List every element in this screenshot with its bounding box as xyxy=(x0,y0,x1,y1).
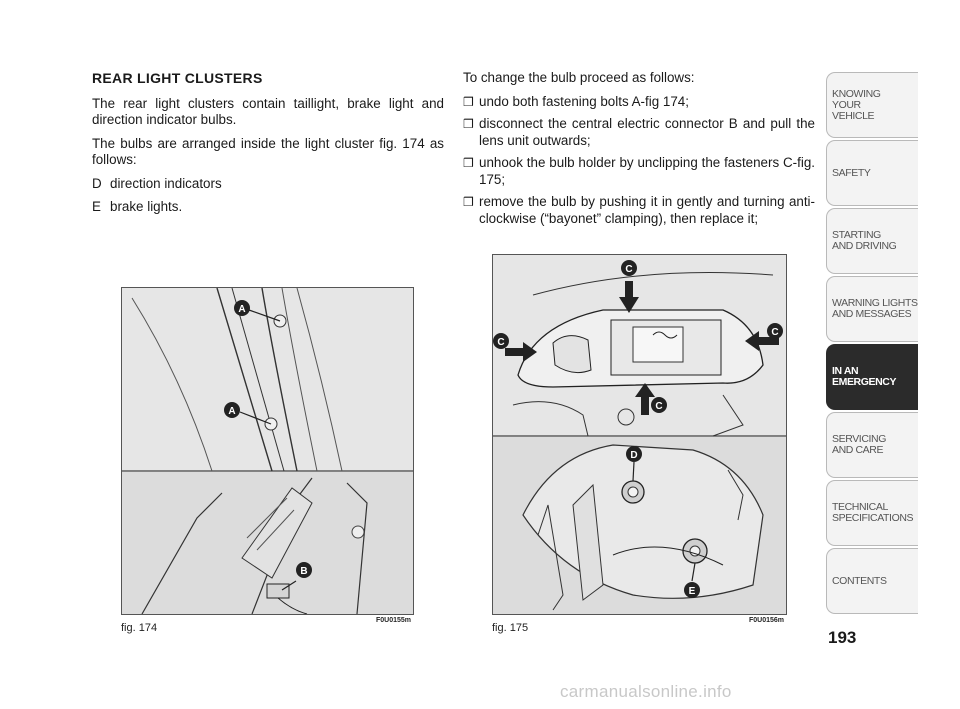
step-text: unhook the bulb holder by unclipping the fasteners C-fig. 175; xyxy=(479,155,815,187)
svg-text:A: A xyxy=(238,304,246,315)
figure-175 xyxy=(492,254,787,615)
definition-key: E xyxy=(92,199,101,214)
callout-label-b xyxy=(296,562,312,578)
callout-label-c xyxy=(493,333,509,349)
definition-key: D xyxy=(92,175,102,191)
svg-text:C: C xyxy=(625,264,633,275)
checkbox-bullet-icon: ❒ xyxy=(463,195,474,209)
procedure-step xyxy=(463,116,815,149)
step-text: remove the bulb by pushing it in gently and turning anti-clockwise (“bayonet” clamping), then replace it; xyxy=(479,194,815,226)
definition-text: direction indicators xyxy=(110,175,222,191)
definition-text: brake lights. xyxy=(110,199,183,214)
callout-label-a xyxy=(234,300,250,316)
watermark: carmanualsonline.info xyxy=(560,682,732,701)
paragraph-arrangement: The bulbs are arranged inside the light cluster fig. 174 as follows: xyxy=(92,135,444,167)
step-text: undo both fastening bolts A-fig 174; xyxy=(479,93,689,109)
procedure-step xyxy=(463,94,815,111)
section-heading: REAR LIGHT CLUSTERS xyxy=(92,70,263,86)
figure-174-illustration xyxy=(122,288,413,614)
svg-text:D: D xyxy=(630,450,638,461)
checkbox-bullet-icon: ❒ xyxy=(463,156,474,170)
svg-text:C: C xyxy=(771,327,779,338)
callout-label-c xyxy=(767,323,783,339)
tab-in-an-emergency[interactable]: IN AN EMERGENCY xyxy=(826,344,918,410)
figure-174-caption: fig. 174 xyxy=(121,622,158,634)
svg-text:B: B xyxy=(300,566,308,577)
callout-label-a xyxy=(224,402,240,418)
callout-label-c xyxy=(651,397,667,413)
figure-175-illustration xyxy=(493,255,786,614)
svg-text:E: E xyxy=(688,586,696,597)
callout-label-c xyxy=(621,260,637,276)
step-text: disconnect the central electric connector B and pull the lens unit outwards; xyxy=(479,116,815,148)
definition-item xyxy=(92,176,444,193)
procedure-step xyxy=(463,155,815,188)
tab-safety[interactable]: SAFETY xyxy=(826,140,918,206)
figure-175-code: F0U0156m xyxy=(749,617,785,624)
tab-warning-lights-and-messages[interactable]: WARNING LIGHTS AND MESSAGES xyxy=(826,276,918,342)
tab-contents[interactable]: CONTENTS xyxy=(826,548,918,614)
callout-label-e xyxy=(684,582,700,598)
svg-text:C: C xyxy=(497,337,505,348)
tab-starting-and-driving[interactable]: STARTING AND DRIVING xyxy=(826,208,918,274)
svg-text:A: A xyxy=(228,406,236,417)
procedure-intro: To change the bulb proceed as follows: xyxy=(463,70,695,85)
checkbox-bullet-icon: ❒ xyxy=(463,94,474,109)
figure-175-caption: fig. 175 xyxy=(492,622,529,634)
tab-servicing-and-care[interactable]: SERVICING AND CARE xyxy=(826,412,918,478)
tab-knowing-your-vehicle[interactable]: KNOWING YOUR VEHICLE xyxy=(826,72,918,138)
checkbox-bullet-icon: ❒ xyxy=(463,117,474,131)
svg-text:C: C xyxy=(655,401,663,412)
paragraph-clusters: The rear light clusters contain taillight, brake light and direction indicator bulbs. xyxy=(92,95,444,127)
right-column xyxy=(463,70,815,233)
figure-174-code: F0U0155m xyxy=(376,617,412,624)
figure-174 xyxy=(121,287,414,615)
callout-label-d xyxy=(626,446,642,462)
page-number: 193 xyxy=(828,628,857,647)
left-column xyxy=(92,70,444,223)
tab-technical-specifications[interactable]: TECHNICAL SPECIFICATIONS xyxy=(826,480,918,546)
procedure-step xyxy=(463,194,815,227)
definition-item xyxy=(92,199,444,216)
